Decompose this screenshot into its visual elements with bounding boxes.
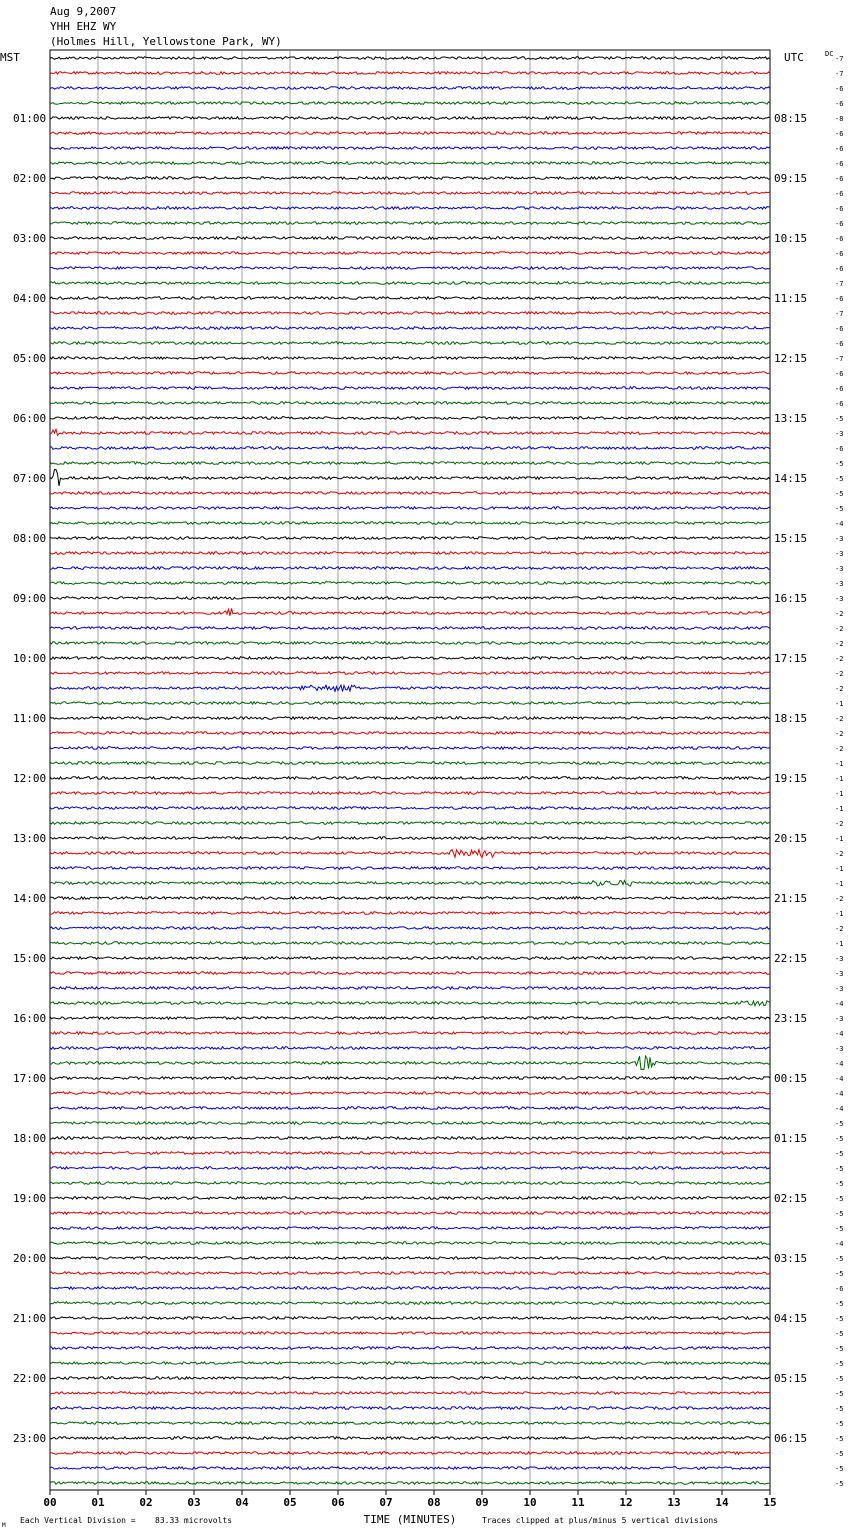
mst-hour-label: 22:00: [13, 1372, 47, 1385]
utc-hour-label: 14:15: [774, 472, 808, 485]
utc-hour-label: 04:15: [774, 1312, 808, 1325]
trace-row: [50, 1182, 770, 1185]
trace-row: [50, 1212, 770, 1215]
mst-hour-label: 15:00: [13, 952, 47, 965]
dc-offset-label: -1: [835, 700, 844, 708]
utc-hour-label: 15:15: [774, 532, 808, 545]
trace-row: [50, 1242, 770, 1245]
dc-offset-label: -2: [835, 640, 844, 648]
utc-label: UTC: [784, 51, 804, 64]
trace-row: [50, 1302, 770, 1305]
trace-row: [50, 470, 770, 486]
utc-hour-label: 02:15: [774, 1192, 808, 1205]
dc-offset-label: -5: [835, 1180, 844, 1188]
mst-hour-label: 14:00: [13, 892, 47, 905]
trace-row: [50, 762, 770, 765]
mst-hour-label: 11:00: [13, 712, 47, 725]
dc-offset-label: -1: [835, 865, 844, 873]
dc-offset-label: -6: [835, 205, 844, 213]
dc-offset-label: -2: [835, 670, 844, 678]
dc-offset-label: -5: [835, 1465, 844, 1473]
trace-row: [50, 1032, 770, 1035]
x-tick-label: 04: [235, 1496, 249, 1509]
dc-offset-label: -6: [835, 100, 844, 108]
dc-offset-label: -5: [835, 415, 844, 423]
dc-offset-label: -4: [835, 1075, 844, 1083]
station-code: YHH EHZ WY: [50, 20, 117, 33]
dc-offset-label: -5: [835, 1420, 844, 1428]
x-tick-label: 07: [379, 1496, 393, 1509]
trace-row: [50, 1092, 770, 1095]
dc-offset-label: -3: [835, 565, 844, 573]
dc-offset-label: -2: [835, 655, 844, 663]
dc-offset-label: -6: [835, 190, 844, 198]
dc-offset-label: -5: [835, 1120, 844, 1128]
utc-hour-label: 21:15: [774, 892, 808, 905]
mst-hour-label: 17:00: [13, 1072, 47, 1085]
seismic-traces: [50, 57, 770, 1485]
trace-row: [50, 972, 770, 975]
mst-hour-label: 01:00: [13, 112, 47, 125]
x-tick-label: 01: [91, 1496, 105, 1509]
dc-offset-label: -2: [835, 820, 844, 828]
trace-row: [50, 72, 770, 75]
trace-row: [50, 582, 770, 585]
dc-offset-label: -5: [835, 1270, 844, 1278]
dc-offset-label: -5: [835, 1360, 844, 1368]
trace-row: [50, 1392, 770, 1395]
dc-offset-label: -3: [835, 1045, 844, 1053]
utc-hour-label: 08:15: [774, 112, 808, 125]
dc-offset-label: -3: [835, 955, 844, 963]
dc-offset-label: -6: [835, 400, 844, 408]
x-tick-label: 14: [715, 1496, 729, 1509]
dc-offset-label: -1: [835, 790, 844, 798]
trace-row: [50, 850, 770, 858]
dc-offset-label: -5: [835, 475, 844, 483]
mst-hour-label: 18:00: [13, 1132, 47, 1145]
mst-hour-label: 21:00: [13, 1312, 47, 1325]
dc-offset-label: -5: [835, 460, 844, 468]
dc-offset-label: -6: [835, 130, 844, 138]
dc-offset-label: -2: [835, 610, 844, 618]
trace-row: [50, 192, 770, 195]
trace-row: [50, 1482, 770, 1485]
x-tick-label: 10: [523, 1496, 537, 1509]
dc-offset-label: -1: [835, 805, 844, 813]
trace-row: [50, 1047, 770, 1050]
dc-offset-label: -5: [835, 1315, 844, 1323]
trace-row: [50, 1001, 770, 1006]
corner-mark: M: [2, 1522, 6, 1529]
dc-offset-label: -4: [835, 1000, 844, 1008]
trace-row: [50, 1107, 770, 1110]
trace-row: [50, 282, 770, 285]
trace-row: [50, 747, 770, 750]
dc-offset-label: -6: [835, 160, 844, 168]
mst-hour-label: 10:00: [13, 652, 47, 665]
utc-hour-label: 11:15: [774, 292, 808, 305]
x-tick-label: 05: [283, 1496, 297, 1509]
trace-row: [50, 1167, 770, 1170]
trace-row: [50, 627, 770, 630]
trace-row: [50, 462, 770, 465]
dc-offset-label: -6: [835, 385, 844, 393]
trace-row: [50, 357, 770, 360]
trace-row: [50, 387, 770, 390]
dc-offset-label: -2: [835, 850, 844, 858]
utc-hour-label: 00:15: [774, 1072, 808, 1085]
utc-hour-label: 12:15: [774, 352, 808, 365]
x-tick-label: 12: [619, 1496, 633, 1509]
trace-row: [50, 1452, 770, 1455]
chart-frame: [50, 50, 770, 1490]
dc-offset-label: -3: [835, 580, 844, 588]
dc-offset-label: -3: [835, 595, 844, 603]
mst-hour-label: 16:00: [13, 1012, 47, 1025]
dc-offset-label: -5: [835, 1375, 844, 1383]
dc-offset-label: -5: [835, 1390, 844, 1398]
mst-hour-label: 03:00: [13, 232, 47, 245]
trace-row: [50, 267, 770, 270]
dc-offset-label: -2: [835, 895, 844, 903]
mst-hour-label: 06:00: [13, 412, 47, 425]
trace-row: [50, 297, 770, 300]
x-tick-label: 03: [187, 1496, 201, 1509]
trace-row: [50, 1056, 770, 1070]
trace-row: [50, 252, 770, 255]
dc-offset-label: -1: [835, 880, 844, 888]
trace-row: [50, 957, 770, 960]
dc-offset-label: -5: [835, 1165, 844, 1173]
dc-offset-label: -5: [835, 1255, 844, 1263]
trace-row: [50, 608, 770, 615]
dc-offset-label: -6: [835, 325, 844, 333]
dc-offset-label: -6: [835, 265, 844, 273]
dc-offset-label: -2: [835, 730, 844, 738]
mst-hour-label: 19:00: [13, 1192, 47, 1205]
station-location: (Holmes Hill, Yellowstone Park, WY): [50, 35, 282, 48]
utc-hour-label: 20:15: [774, 832, 808, 845]
x-tick-label: 06: [331, 1496, 345, 1509]
dc-offset-label: -3: [835, 985, 844, 993]
utc-hour-label: 03:15: [774, 1252, 808, 1265]
mst-label: MST: [0, 51, 20, 64]
mst-hour-label: 02:00: [13, 172, 47, 185]
trace-row: [50, 417, 770, 420]
mst-hour-label: 23:00: [13, 1432, 47, 1445]
trace-row: [50, 672, 770, 675]
trace-row: [50, 57, 770, 60]
dc-offset-label: -6: [835, 175, 844, 183]
trace-row: [50, 1467, 770, 1470]
trace-row: [50, 177, 770, 180]
dc-offset-label: -4: [835, 1240, 844, 1248]
dc-offset-label: -7: [835, 355, 844, 363]
dc-offset-label: -6: [835, 85, 844, 93]
x-tick-label: 00: [43, 1496, 57, 1509]
trace-row: [50, 912, 770, 915]
x-tick-label: 15: [763, 1496, 777, 1509]
trace-row: [50, 807, 770, 810]
trace-row: [50, 1437, 770, 1440]
utc-hour-label: 22:15: [774, 952, 808, 965]
dc-offset-label: -6: [835, 295, 844, 303]
dc-offset-label: -7: [835, 280, 844, 288]
axis-labels: [13, 55, 843, 1509]
utc-hour-label: 19:15: [774, 772, 808, 785]
trace-row: [50, 881, 770, 886]
trace-row: [50, 237, 770, 240]
trace-row: [50, 702, 770, 705]
trace-row: [50, 1272, 770, 1275]
dc-offset-label: -2: [835, 715, 844, 723]
dc-offset-label: -6: [835, 445, 844, 453]
dc-offset-label: -5: [835, 1435, 844, 1443]
dc-offset-label: -5: [835, 1405, 844, 1413]
trace-row: [50, 327, 770, 330]
utc-hour-label: 13:15: [774, 412, 808, 425]
dc-offset-label: -6: [835, 220, 844, 228]
dc-offset-label: -3: [835, 430, 844, 438]
dc-offset-label: -2: [835, 685, 844, 693]
trace-row: [50, 492, 770, 495]
trace-row: [50, 429, 770, 435]
utc-hour-label: 01:15: [774, 1132, 808, 1145]
trace-row: [50, 792, 770, 795]
x-tick-label: 11: [571, 1496, 585, 1509]
trace-row: [50, 1287, 770, 1290]
dc-offset-label: -6: [835, 145, 844, 153]
trace-row: [50, 207, 770, 210]
dc-offset-label: -5: [835, 1300, 844, 1308]
x-tick-label: 08: [427, 1496, 441, 1509]
dc-offset-label: -4: [835, 1105, 844, 1113]
utc-hour-label: 23:15: [774, 1012, 808, 1025]
dc-offset-label: -5: [835, 1210, 844, 1218]
dc-offset-label: -1: [835, 940, 844, 948]
mst-hour-label: 13:00: [13, 832, 47, 845]
dc-offset-label: -3: [835, 550, 844, 558]
dc-offset-label: -2: [835, 925, 844, 933]
dc-offset-label: -3: [835, 1015, 844, 1023]
utc-hour-label: 16:15: [774, 592, 808, 605]
trace-row: [50, 342, 770, 345]
trace-row: [50, 1317, 770, 1320]
utc-hour-label: 17:15: [774, 652, 808, 665]
dc-offset-label: -4: [835, 1060, 844, 1068]
trace-row: [50, 1152, 770, 1155]
trace-row: [50, 1257, 770, 1260]
trace-row: [50, 1422, 770, 1425]
trace-row: [50, 522, 770, 525]
dc-offset-label: -5: [835, 1480, 844, 1488]
mst-hour-label: 08:00: [13, 532, 47, 545]
utc-hour-label: 18:15: [774, 712, 808, 725]
trace-row: [50, 402, 770, 405]
utc-hour-label: 06:15: [774, 1432, 808, 1445]
trace-row: [50, 312, 770, 315]
trace-row: [50, 987, 770, 990]
dc-offset-label: -6: [835, 1285, 844, 1293]
dc-label: DC: [825, 50, 834, 58]
trace-row: [50, 942, 770, 945]
trace-row: [50, 132, 770, 135]
dc-offset-label: -1: [835, 760, 844, 768]
dc-offset-label: -7: [835, 310, 844, 318]
mst-hour-label: 12:00: [13, 772, 47, 785]
dc-offset-label: -3: [835, 970, 844, 978]
trace-row: [50, 372, 770, 375]
mst-hour-label: 09:00: [13, 592, 47, 605]
trace-row: [50, 1377, 770, 1380]
trace-row: [50, 1122, 770, 1125]
mst-hour-label: 20:00: [13, 1252, 47, 1265]
dc-offset-label: -5: [835, 1225, 844, 1233]
trace-row: [50, 897, 770, 900]
dc-offset-label: -2: [835, 625, 844, 633]
trace-row: [50, 1137, 770, 1140]
dc-offset-label: -5: [835, 505, 844, 513]
record-date: Aug 9,2007: [50, 5, 117, 18]
x-tick-label: 09: [475, 1496, 489, 1509]
trace-row: [50, 1017, 770, 1020]
trace-row: [50, 597, 770, 600]
trace-row: [50, 1407, 770, 1410]
dc-offset-label: -4: [835, 520, 844, 528]
dc-offset-label: -1: [835, 775, 844, 783]
mst-hour-label: 04:00: [13, 292, 47, 305]
dc-offset-label: -1: [835, 910, 844, 918]
trace-row: [50, 642, 770, 645]
scale-prefix: Each Vertical Division =: [20, 1516, 136, 1525]
trace-row: [50, 1197, 770, 1200]
x-tick-label: 13: [667, 1496, 681, 1509]
dc-offset-label: -1: [835, 835, 844, 843]
clip-note: Traces clipped at plus/minus 5 vertical divisions: [482, 1516, 719, 1525]
dc-offset-label: -5: [835, 490, 844, 498]
trace-row: [50, 537, 770, 540]
trace-row: [50, 117, 770, 120]
trace-row: [50, 162, 770, 165]
mst-hour-label: 07:00: [13, 472, 47, 485]
trace-row: [50, 102, 770, 105]
trace-row: [50, 732, 770, 735]
time-grid: [50, 50, 770, 1490]
trace-row: [50, 822, 770, 825]
trace-row: [50, 927, 770, 930]
dc-offset-label: -6: [835, 250, 844, 258]
dc-offset-label: -7: [835, 55, 844, 63]
scale-value: 83.33 microvolts: [155, 1516, 233, 1525]
utc-hour-label: 05:15: [774, 1372, 808, 1385]
dc-offset-label: -5: [835, 1345, 844, 1353]
dc-offset-label: -5: [835, 1135, 844, 1143]
trace-row: [50, 147, 770, 150]
dc-offset-label: -4: [835, 1090, 844, 1098]
trace-row: [50, 567, 770, 570]
mst-hour-label: 05:00: [13, 352, 47, 365]
trace-row: [50, 222, 770, 225]
trace-row: [50, 867, 770, 870]
dc-offset-label: -4: [835, 1030, 844, 1038]
dc-offset-label: -5: [835, 1150, 844, 1158]
x-axis-title: TIME (MINUTES): [363, 1513, 457, 1526]
trace-row: [50, 1077, 770, 1080]
dc-offset-label: -5: [835, 1450, 844, 1458]
trace-row: [50, 447, 770, 450]
trace-row: [50, 87, 770, 90]
dc-offset-label: -5: [835, 1330, 844, 1338]
utc-hour-label: 09:15: [774, 172, 808, 185]
dc-offset-label: -2: [835, 745, 844, 753]
dc-offset-label: -6: [835, 340, 844, 348]
dc-offset-label: -6: [835, 370, 844, 378]
trace-row: [50, 777, 770, 780]
trace-row: [50, 657, 770, 660]
dc-offset-label: -6: [835, 235, 844, 243]
dc-offset-label: -8: [835, 115, 844, 123]
trace-row: [50, 685, 770, 691]
trace-row: [50, 837, 770, 840]
trace-row: [50, 1362, 770, 1365]
utc-hour-label: 10:15: [774, 232, 808, 245]
trace-row: [50, 1227, 770, 1230]
dc-offset-label: -5: [835, 1195, 844, 1203]
trace-row: [50, 1332, 770, 1335]
trace-row: [50, 507, 770, 510]
trace-row: [50, 552, 770, 555]
dc-offset-label: -7: [835, 70, 844, 78]
trace-row: [50, 717, 770, 720]
x-tick-label: 02: [139, 1496, 153, 1509]
trace-row: [50, 1347, 770, 1350]
dc-offset-label: -3: [835, 535, 844, 543]
